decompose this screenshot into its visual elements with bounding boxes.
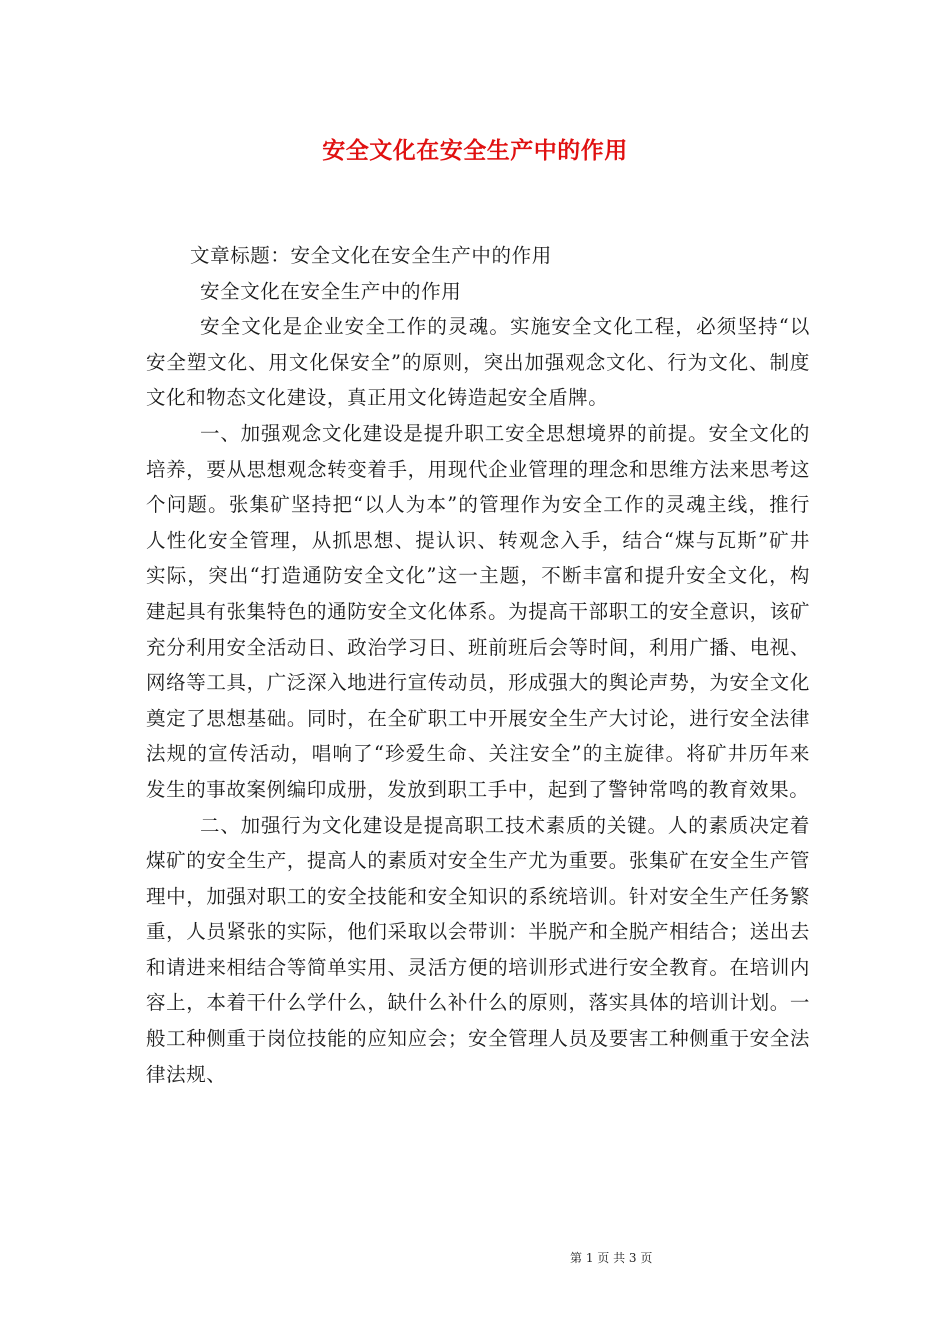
document-body	[146, 238, 810, 1092]
page-number: 第 1 页 共 3 页	[570, 1251, 653, 1265]
paragraph-section-one: 一、加强观念文化建设是提升职工安全思想境界的前提。安全文化的培养，要从思想观念转变着手，用现代企业管理的理念和思维方法来思考这个问题。张集矿坚持把“以人为本”的管理作为安全工作的灵魂主线，推行人性化安全管理，从抓思想、提认识、转观念入手，结合“煤与瓦斯”矿井实际，突出“打造通防安全文化”这一主题，不断丰富和提升安全文化，构建起具有张集特色的通防安全文化体系。为提高干部职工的安全意识，该矿充分利用安全活动日、政治学习日、班前班后会等时间，利用广播、电视、网络等工具，广泛深入地进行宣传动员，形成强大的舆论声势，为安全文化奠定了思想基础。同时，在全矿职工中开展安全生产大讨论，进行安全法律法规的宣传活动，唱响了“珍爱生命、关注安全”的主旋律。将矿井历年来发生的事故案例编印成册，发放到职工手中，起到了警钟常鸣的教育效果。	[146, 421, 810, 801]
subtitle-line: 安全文化在安全生产中的作用	[200, 279, 462, 303]
paragraph-section-two: 二、加强行为文化建设是提高职工技术素质的关键。人的素质决定着煤矿的安全生产，提高人的素质对安全生产尤为重要。张集矿在安全生产管理中，加强对职工的安全技能和安全知识的系统培训。针对安全生产任务繁重，人员紧张的实际，他们采取以会带训：半脱产和全脱产相结合；送出去和请进来相结合等简单实用、灵活方便的培训形式进行安全教育。在培训内容上，本着干什么学什么，缺什么补什么的原则，落实具体的培训计划。一般工种侧重于岗位技能的应知应会；安全管理人员及要害工种侧重于安全法律法规、	[146, 813, 810, 1086]
paragraph-intro: 安全文化是企业安全工作的灵魂。实施安全文化工程，必须坚持“以安全塑文化、用文化保安全”的原则，突出加强观念文化、行为文化、制度文化和物态文化建设，真正用文化铸造起安全盾牌。	[146, 315, 810, 410]
page-title: 安全文化在安全生产中的作用	[322, 137, 628, 164]
article-title-line: 文章标题：安全文化在安全生产中的作用	[190, 244, 552, 267]
